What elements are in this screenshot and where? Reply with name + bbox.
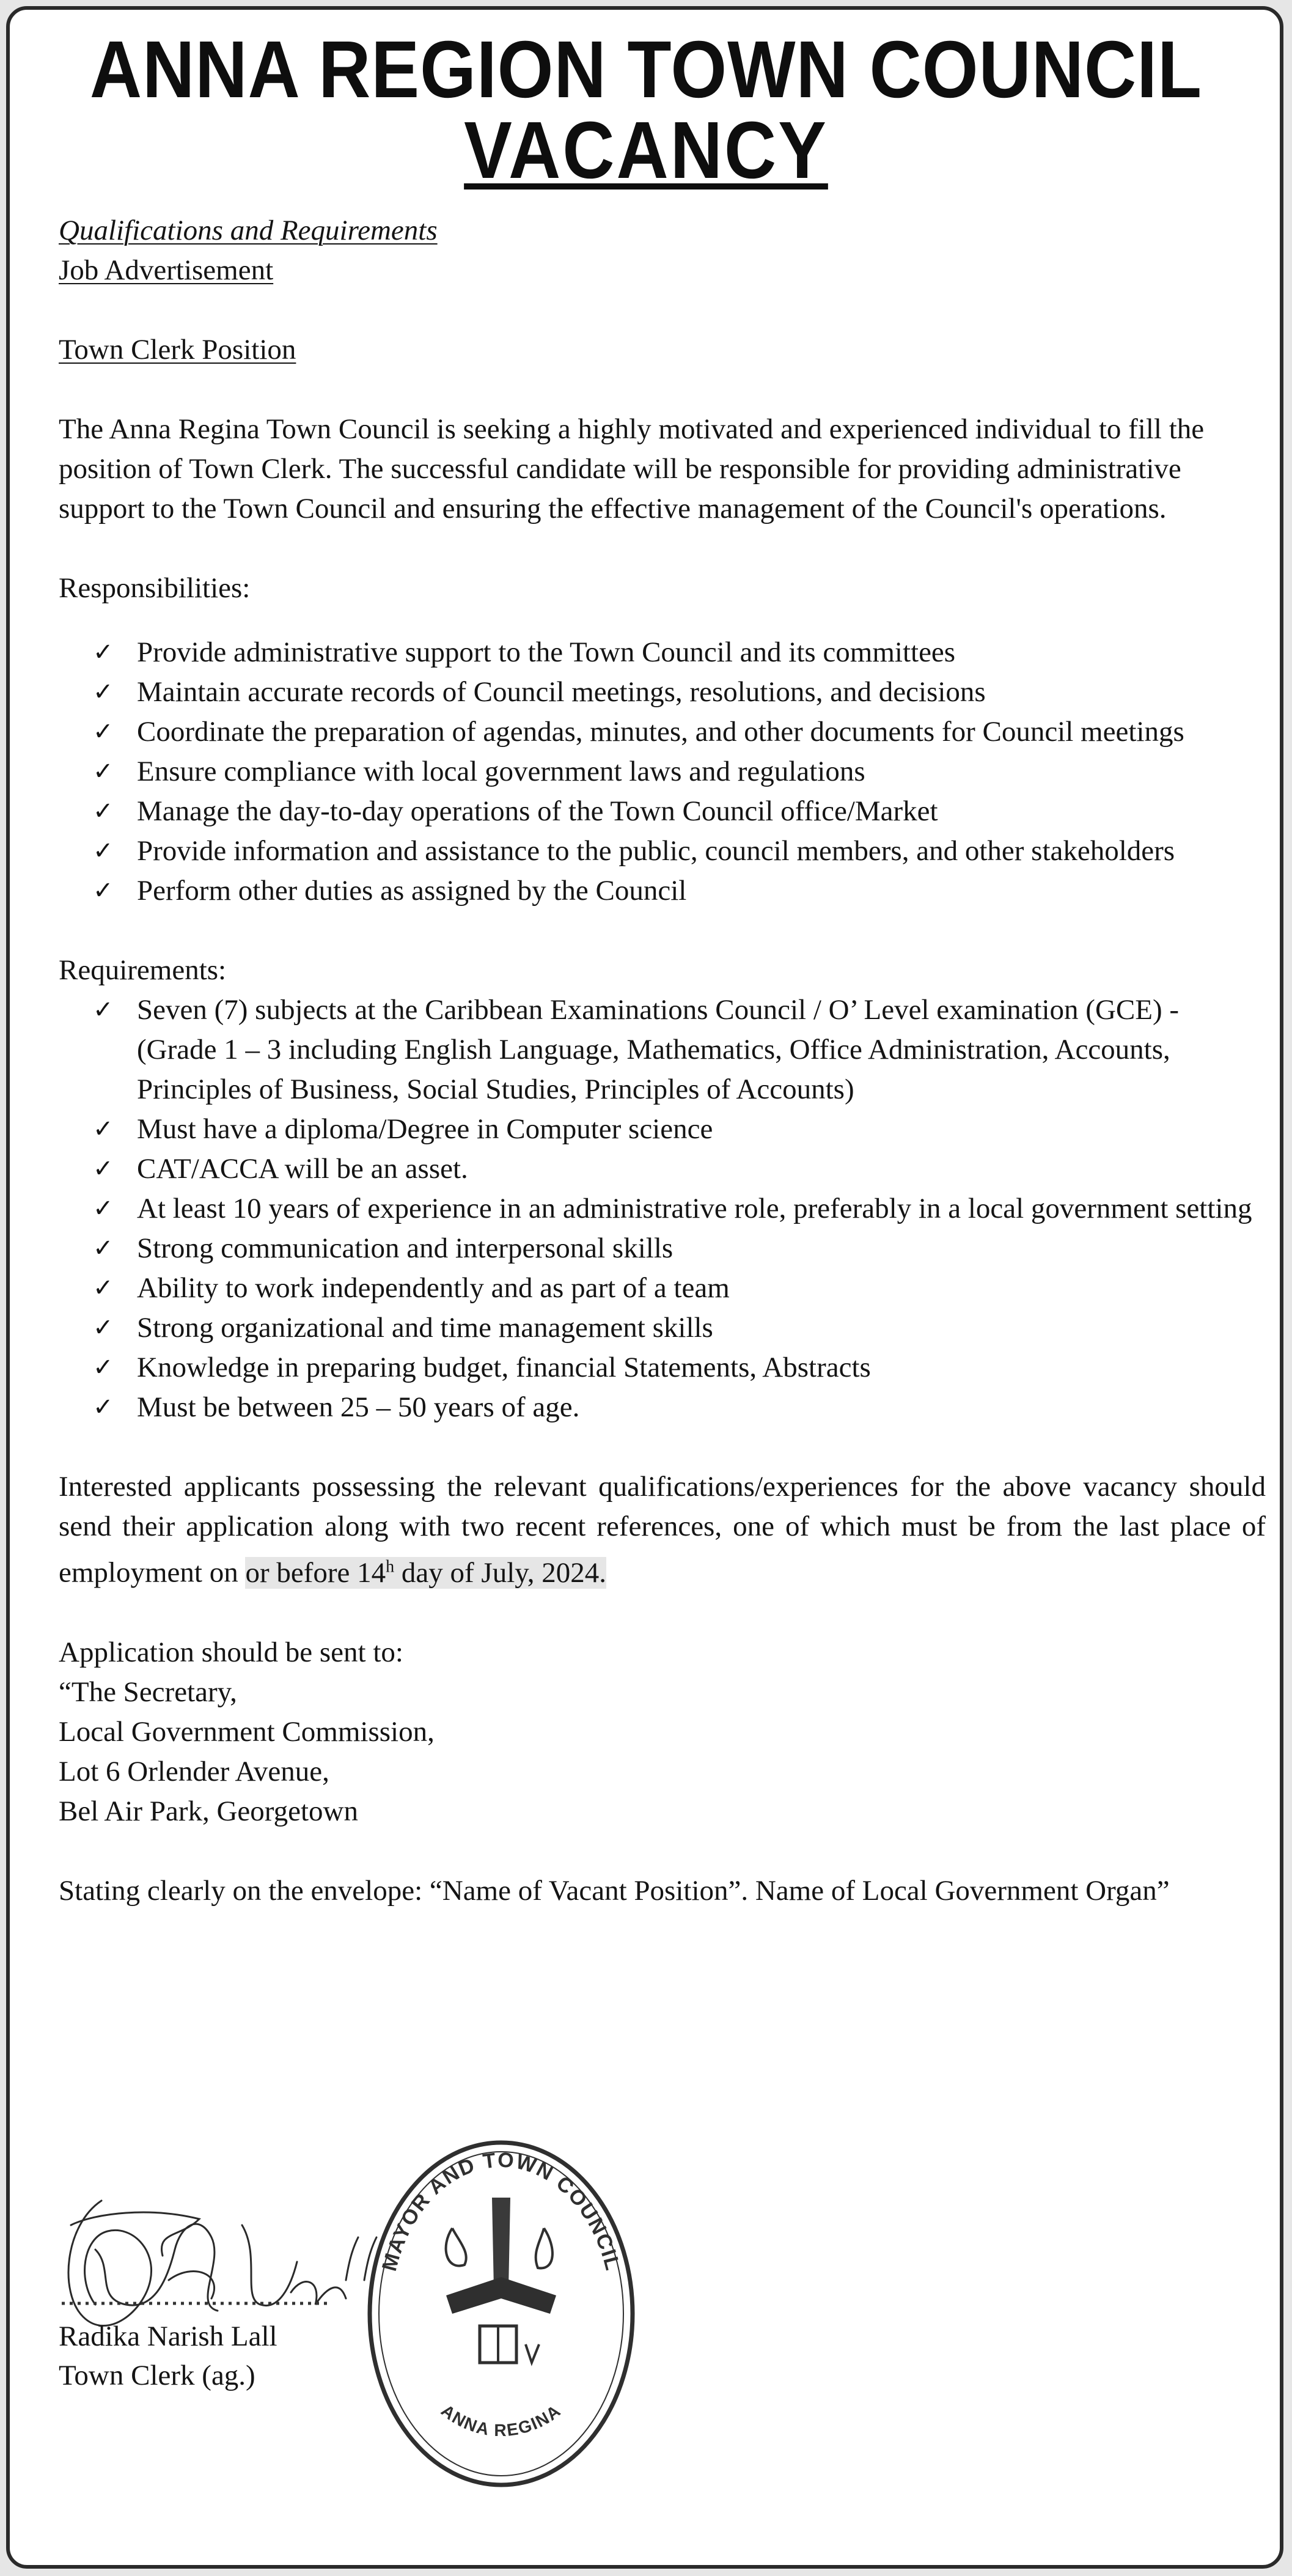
svg-text:ANNA REGINA: [438, 2401, 565, 2440]
address-line: Bel Air Park, Georgetown: [59, 1795, 358, 1827]
signatory-title: Town Clerk (ag.): [59, 2360, 255, 2391]
seal-top-text: MAYOR AND TOWN COUNCIL: [377, 2148, 625, 2274]
vacancy-heading: [0, 104, 1292, 197]
envelope-note: Stating clearly on the envelope: “Name of Vacant Position”. Name of Local Government Organ”: [59, 1874, 1170, 1907]
council-seal: [348, 2112, 654, 2491]
list-item: ✓ Strong communication and interpersonal skills: [59, 1229, 1266, 1268]
list-item: ✓ Must have a diploma/Degree in Computer science: [59, 1110, 1266, 1149]
list-item: ✓ Strong organizational and time management skills: [59, 1308, 1266, 1348]
job-advertisement-label: Job Advertisement: [59, 254, 274, 286]
deadline-date: day of July, 2024.: [394, 1556, 606, 1589]
address-line: Lot 6 Orlender Avenue,: [59, 1755, 329, 1787]
signatory-name: Radika Narish Lall: [59, 2320, 277, 2352]
council-title: ANNA REGION TOWN COUNCIL: [89, 24, 1203, 116]
position-heading: Town Clerk Position: [59, 334, 296, 366]
list-item: ✓ Provide information and assistance to the public, council members, and other stakeholders: [59, 831, 1266, 871]
application-instructions: [59, 1467, 1266, 1593]
deadline-ordinal: h: [386, 1557, 395, 1576]
requirements-heading: Requirements:: [59, 954, 227, 986]
list-item: ✓ Maintain accurate records of Council meetings, resolutions, and decisions: [59, 672, 1266, 712]
qualifications-heading: Qualifications and Requirements: [59, 215, 438, 246]
address-line: “The Secretary,: [59, 1676, 237, 1708]
address-line: Local Government Commission,: [59, 1715, 435, 1748]
list-item: ✓ Manage the day-to-day operations of the Town Council office/Market: [59, 792, 1266, 831]
list-item: ✓ Perform other duties as assigned by the Council: [59, 871, 1266, 911]
seal-bottom-text: ANNA REGINA: [438, 2401, 565, 2440]
responsibilities-list: [59, 633, 1266, 911]
intro-paragraph: The Anna Regina Town Council is seeking a highly motivated and experienced individual to fill the position of Town Clerk. The successful candidate will be responsible for providing administrative support to the Town Council and ensuring the effective management of the Council's operations.: [59, 413, 1205, 524]
list-item: ✓ Knowledge in preparing budget, financial Statements, Abstracts: [59, 1348, 1266, 1388]
list-item: [59, 990, 1266, 1110]
responsibilities-heading: Responsibilities:: [59, 572, 251, 604]
list-item: ✓ Ensure compliance with local government laws and regulations: [59, 752, 1266, 792]
list-item: ✓ Provide administrative support to the Town Council and its committees: [59, 633, 1266, 672]
requirements-list: [59, 990, 1266, 1427]
list-item: ✓ Coordinate the preparation of agendas, minutes, and other documents for Council meetings: [59, 712, 1266, 752]
seal-emblem-icon: [446, 2198, 556, 2363]
list-item: ✓ At least 10 years of experience in an administrative role, preferably in a local government setting: [59, 1189, 1266, 1229]
list-item: ✓ CAT/ACCA will be an asset.: [59, 1149, 1266, 1189]
application-deadline: [245, 1557, 606, 1589]
requirement-gce-grades: (Grade 1 – 3 including English Language, Mathematics, Office Administration, Accounts, Principles of Business, Social Studies, Principles of Accounts): [137, 1034, 1170, 1105]
list-item: ✓ Must be between 25 – 50 years of age.: [59, 1388, 1266, 1427]
application-text: Interested applicants possessing the relevant qualifications/experiences for the above vacancy should send their application along with two recent references, one of which must be from the last place of employment on: [59, 1471, 1266, 1589]
advertisement-body: [59, 211, 1266, 1911]
deadline-text: or before 14: [245, 1556, 386, 1589]
list-item: ✓ Ability to work independently and as part of a team: [59, 1268, 1266, 1308]
signatory: [59, 2317, 277, 2395]
send-to-heading: Application should be sent to:: [59, 1636, 403, 1668]
requirement-gce: ✓ Seven (7) subjects at the Caribbean Examinations Council / O’ Level examination (GCE) -: [137, 994, 1180, 1026]
vacancy-heading-text: VACANCY: [464, 105, 828, 196]
